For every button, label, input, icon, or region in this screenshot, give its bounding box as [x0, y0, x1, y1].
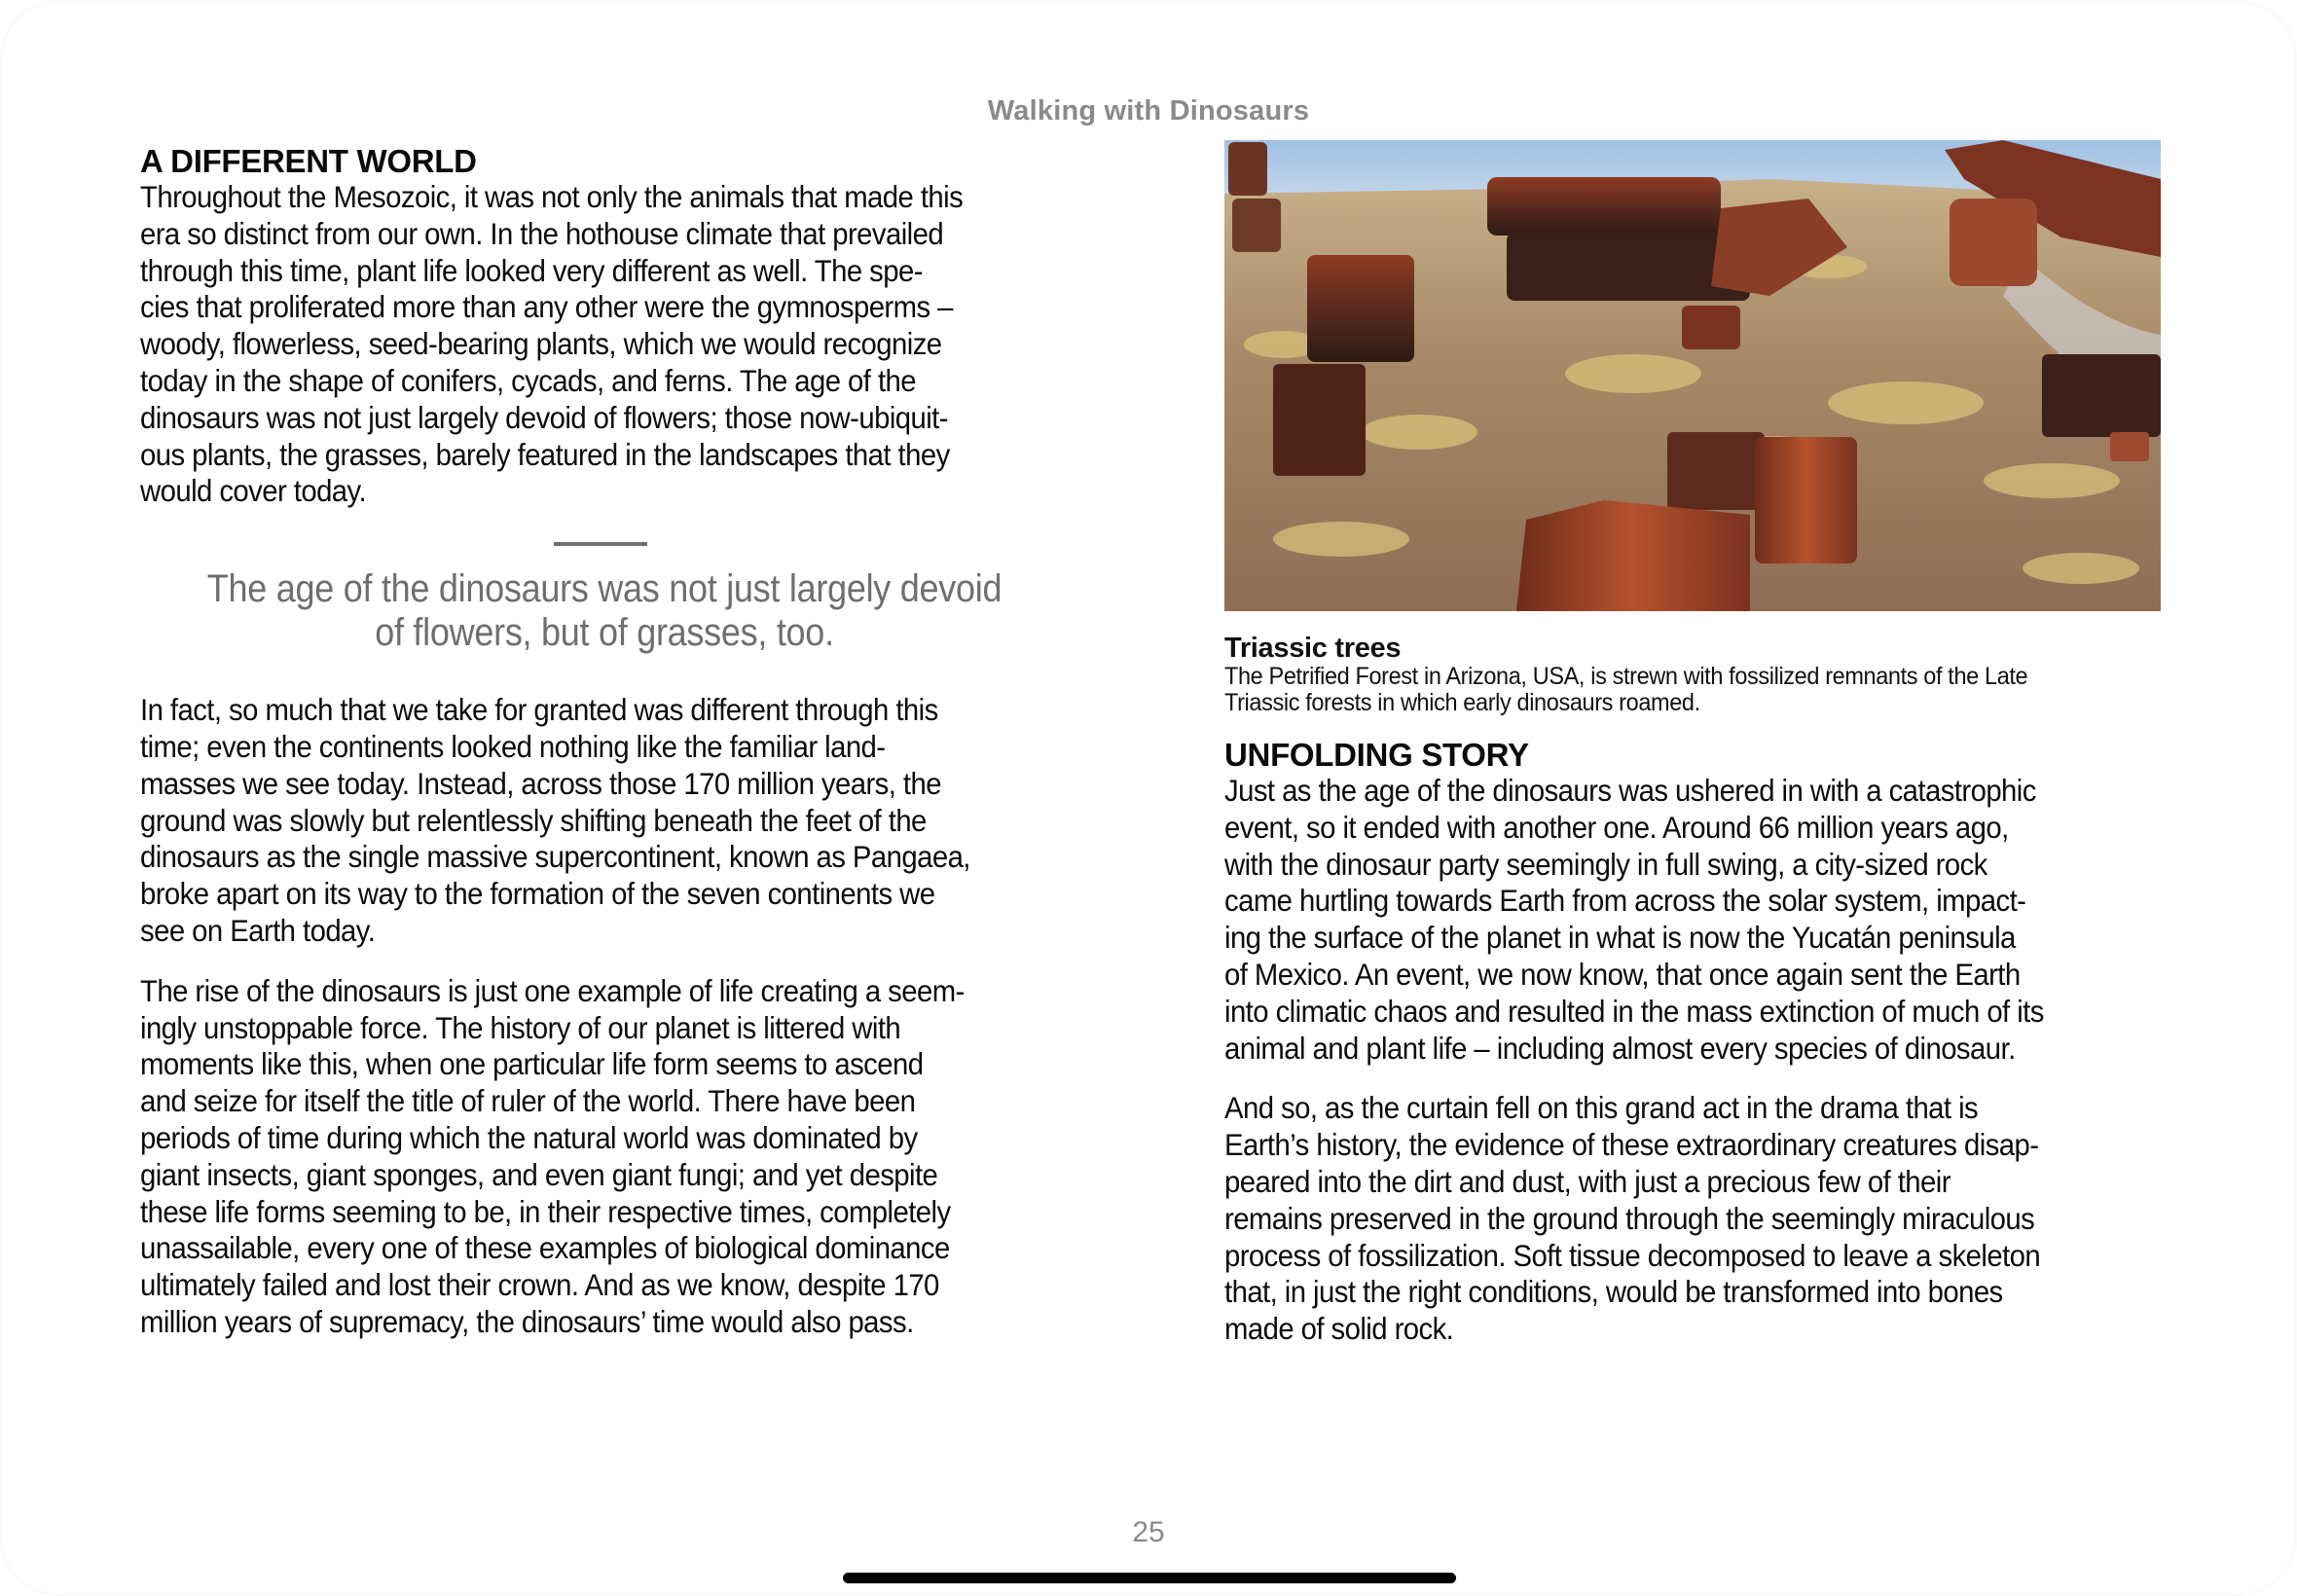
text-line: Earth’s history, the evidence of these extraordinary creatures disap-: [1224, 1127, 2039, 1163]
section-heading-unfolding-story: UNFOLDING STORY: [1224, 737, 1529, 773]
paragraph-left-3: [140, 973, 1084, 1341]
page-number: 25: [1132, 1516, 1165, 1548]
right-column: [1224, 140, 2161, 1348]
text-line: with the dinosaur party seemingly in full swing, a city-sized rock: [1224, 846, 1987, 882]
text-line: periods of time during which the natural world was dominated by: [140, 1119, 918, 1155]
text-line: that, in just the right conditions, would be transformed into bones: [1224, 1274, 2003, 1310]
text-line: into climatic chaos and resulted in the mass extinction of much of its: [1224, 993, 2044, 1029]
caption-title: Triassic trees: [1224, 633, 1402, 664]
text-line: And so, as the curtain fell on this grand act in the drama that is: [1224, 1090, 1979, 1126]
text-line: came hurtling towards Earth from across the solar system, impact-: [1224, 883, 2026, 919]
text-line: remains preserved in the ground through the seemingly miraculous: [1224, 1200, 2035, 1236]
text-line: through this time, plant life looked very different as well. The spe-: [140, 252, 923, 288]
text-line: dinosaurs as the single massive supercontinent, known as Pangaea,: [140, 839, 970, 875]
text-line: these life forms seeming to be, in their respective times, completely: [140, 1193, 951, 1229]
text-line: unassailable, every one of these examples of biological dominance: [140, 1230, 950, 1266]
text-line: cies that proliferated more than any other were the gymnosperms –: [140, 289, 953, 325]
photo-illustration: [1224, 140, 2161, 611]
text-line: made of solid rock.: [1224, 1311, 1454, 1347]
pull-quote-divider: [554, 542, 647, 546]
text-line: would cover today.: [140, 473, 367, 509]
text-line: ingly unstoppable force. The history of our planet is littered with: [140, 1009, 901, 1045]
text-line: broke apart on its way to the formation of the seven continents we: [140, 876, 935, 912]
text-line: peared into the dirt and dust, with just a precious few of their: [1224, 1163, 1951, 1199]
text-line: masses we see today. Instead, across those 170 million years, the: [140, 765, 941, 801]
text-line: Just as the age of the dinosaurs was ushered in with a catastrophic: [1224, 773, 2036, 808]
caption-line: The Petrified Forest in Arizona, USA, is strewn with fossilized remnants of the Late: [1224, 663, 2028, 690]
text-line: moments like this, when one particular life form seems to ascend: [140, 1046, 924, 1082]
text-line: of Mexico. An event, we now know, that once again sent the Earth: [1224, 956, 2021, 992]
section-heading-different-world: A DIFFERENT WORLD: [140, 143, 477, 179]
text-line: see on Earth today.: [140, 912, 376, 948]
text-line: process of fossilization. Soft tissue decomposed to leave a skeleton: [1224, 1237, 2041, 1273]
photo-caption: [1224, 664, 2161, 716]
text-line: and seize for itself the title of ruler of the world. There have been: [140, 1083, 916, 1119]
pull-quote-line: of flowers, but of grasses, too.: [375, 611, 834, 655]
text-line: event, so it ended with another one. Around 66 million years ago,: [1224, 809, 2009, 845]
text-line: The rise of the dinosaurs is just one example of life creating a seem-: [140, 972, 965, 1008]
text-line: ground was slowly but relentlessly shifting beneath the feet of the: [140, 802, 927, 838]
text-line: giant insects, giant sponges, and even giant fungi; and yet despite: [140, 1156, 938, 1192]
text-line: ultimately failed and lost their crown. And as we know, despite 170: [140, 1267, 939, 1303]
paragraph-left-1: [140, 179, 1084, 510]
pull-quote: [140, 567, 1084, 655]
caption-line: Triassic forests in which early dinosaurs roamed.: [1224, 689, 1700, 716]
paragraph-left-2: [140, 692, 1084, 950]
pull-quote-line: The age of the dinosaurs was not just largely devoid: [206, 567, 1003, 611]
running-title: Walking with Dinosaurs: [987, 95, 1310, 127]
text-line: woody, flowerless, seed-bearing plants, which we would recognize: [140, 326, 942, 362]
text-line: ing the surface of the planet in what is now the Yucatán peninsula: [1224, 920, 2016, 956]
paragraph-right-1: [1224, 773, 2161, 1067]
text-line: time; even the continents looked nothing like the familiar land-: [140, 728, 886, 764]
petrified-forest-photo[interactable]: [1224, 140, 2161, 611]
left-column: [140, 144, 1084, 1341]
text-line: Throughout the Mesozoic, it was not only the animals that made this: [140, 179, 964, 214]
text-line: In fact, so much that we take for granted was different through this: [140, 692, 938, 728]
text-line: million years of supremacy, the dinosaurs’ time would also pass.: [140, 1303, 914, 1339]
text-line: dinosaurs was not just largely devoid of flowers; those now-ubiquit-: [140, 399, 948, 435]
text-line: ous plants, the grasses, barely featured in the landscapes that they: [140, 436, 950, 472]
home-indicator-bar[interactable]: [843, 1573, 1456, 1583]
text-line: animal and plant life – including almost every species of dinosaur.: [1224, 1030, 2016, 1066]
text-line: era so distinct from our own. In the hothouse climate that prevailed: [140, 215, 944, 251]
paragraph-right-2: [1224, 1090, 2161, 1348]
text-line: today in the shape of conifers, cycads, and ferns. The age of the: [140, 362, 916, 398]
